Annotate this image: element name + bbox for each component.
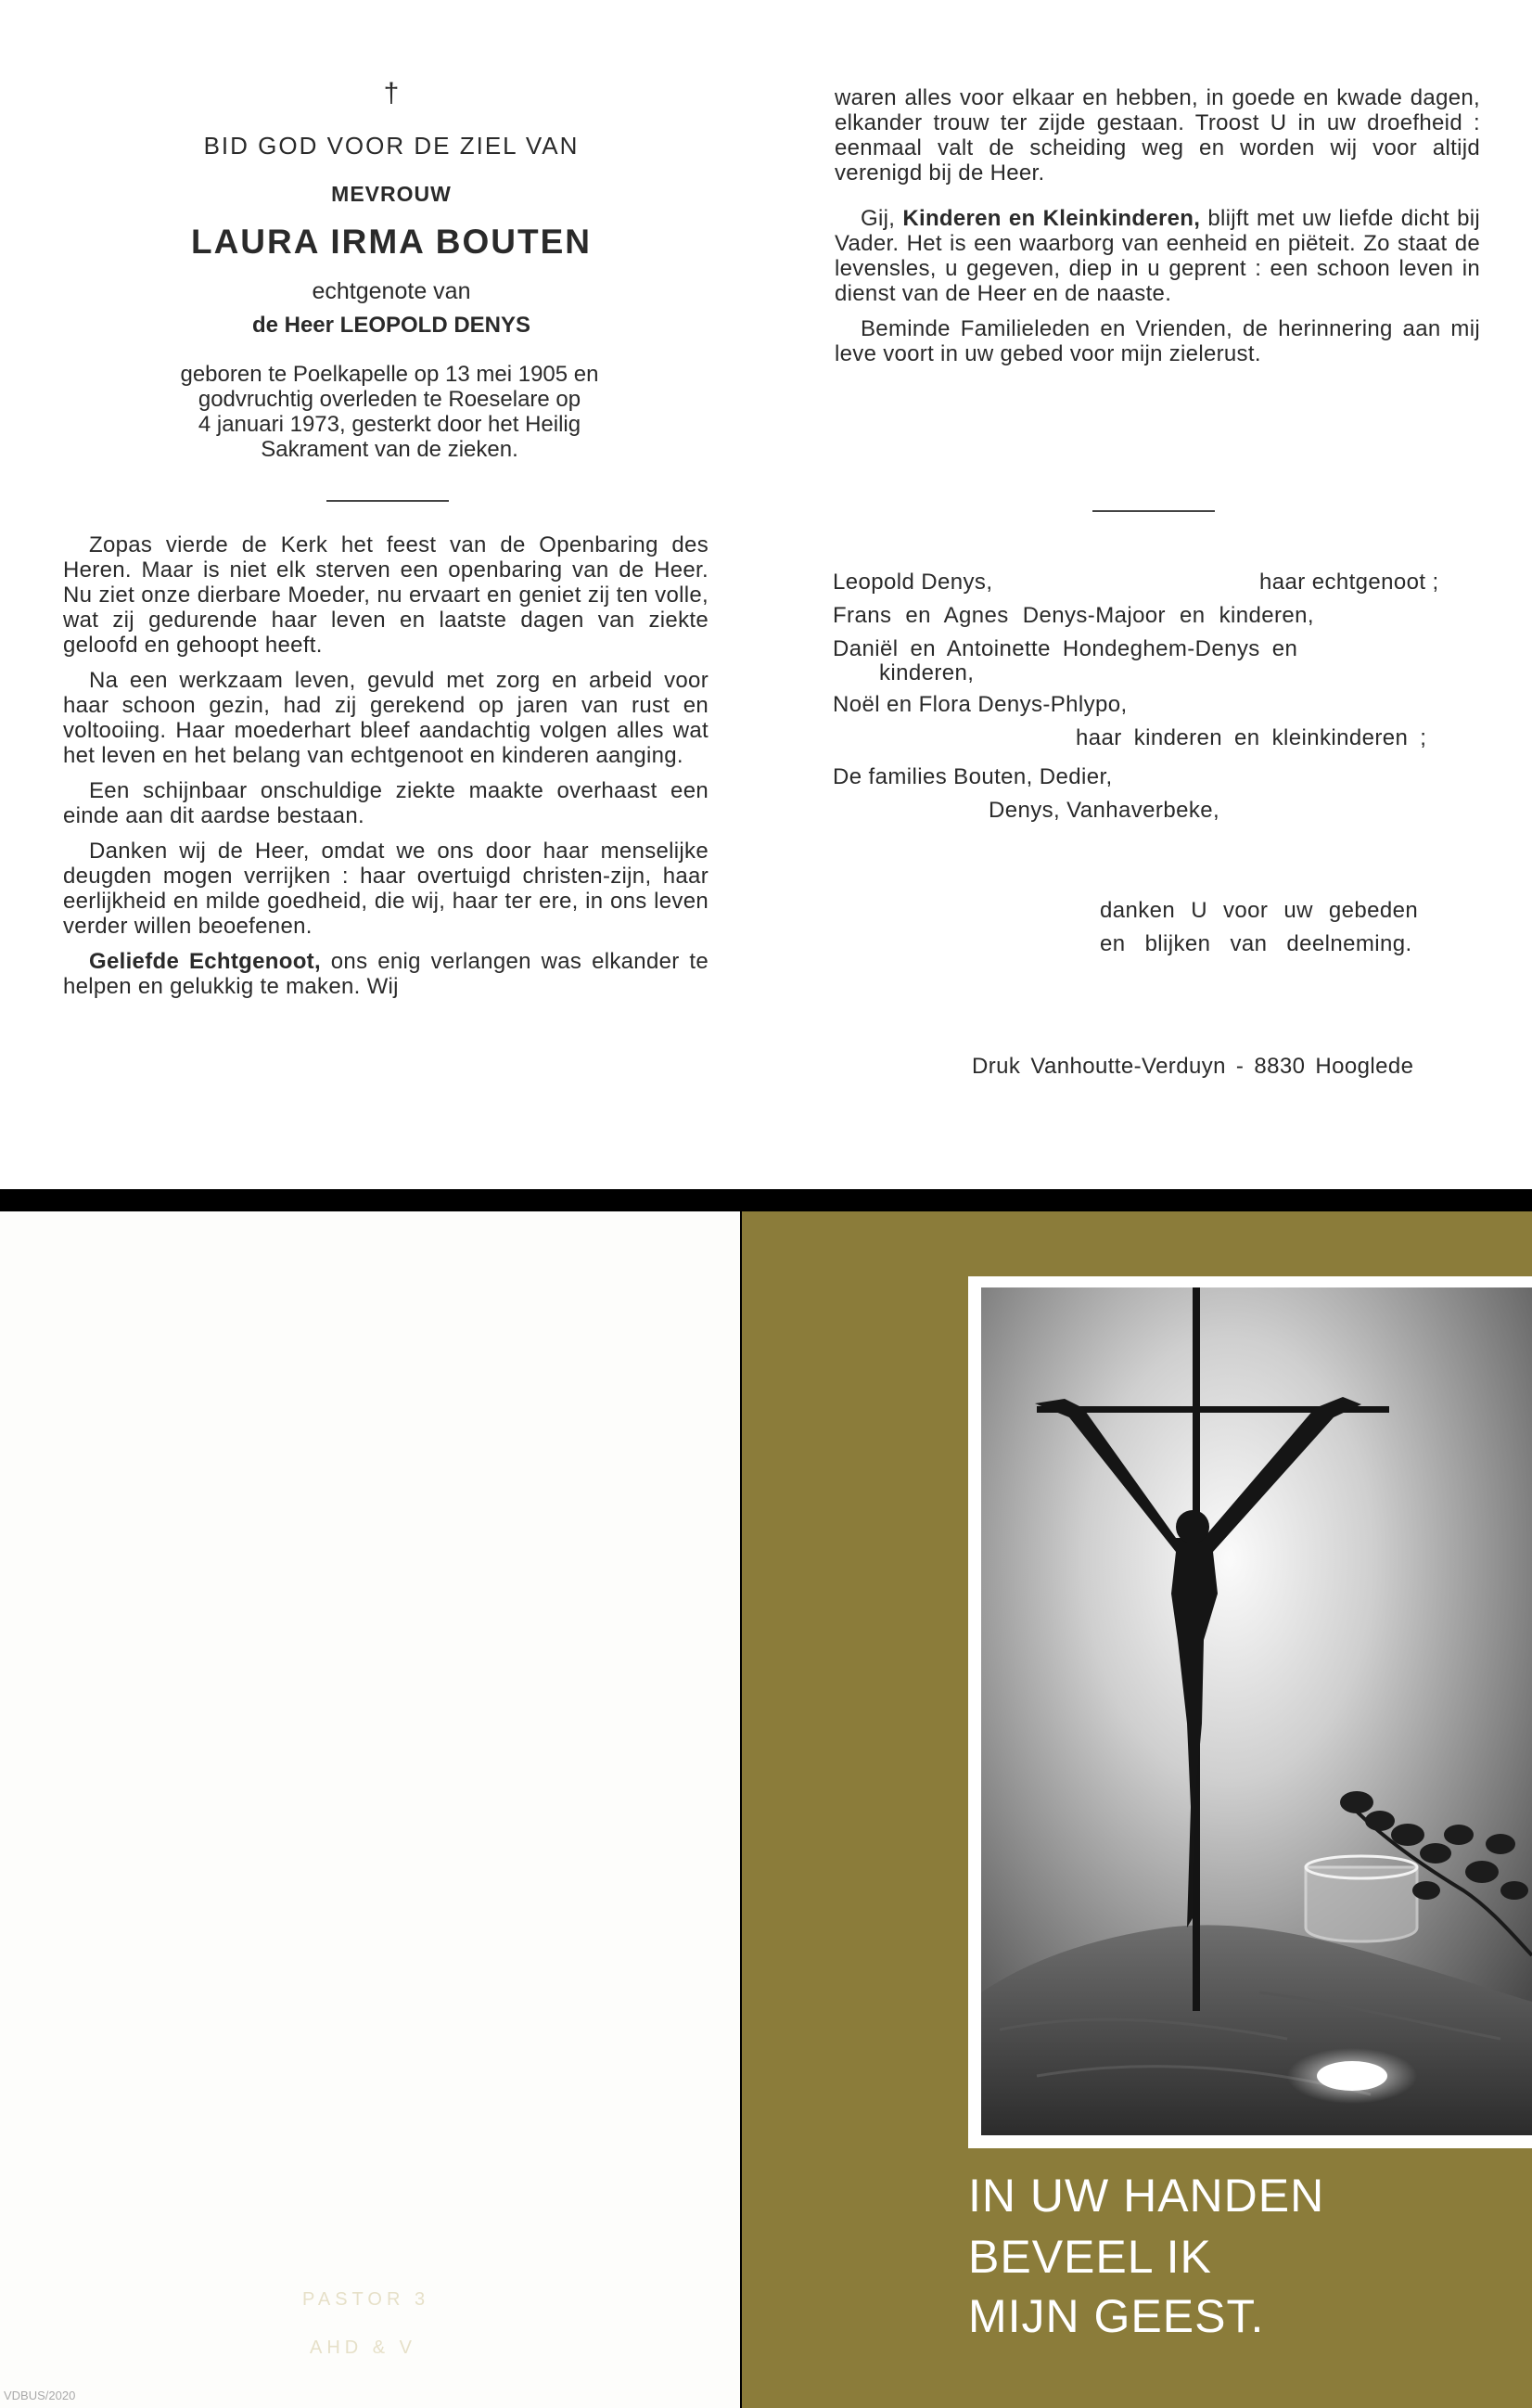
honorific: MEVROUW — [331, 182, 452, 206]
life-line: 4 januari 1973, gesterkt door het Heilig — [198, 412, 581, 437]
life-details — [102, 362, 677, 462]
family-row: Daniël en Antoinette Hondeghem-Denys en — [833, 636, 1298, 661]
cross-symbol: † — [383, 78, 400, 109]
divider — [1092, 510, 1215, 512]
paragraph: Na een werkzaam leven, gevuld met zorg en arbeid voor haar schoon gezin, had zij gerekend op jaren van rust en voltooiing. Haar moederhart bleef aandachtig volgen alles wat het leven en het belang van echtgenoot en kinderen aanging. — [63, 668, 709, 768]
corpus-head — [1176, 1510, 1209, 1543]
paragraph — [63, 949, 709, 999]
family-row: Frans en Agnes Denys-Majoor en kinderen, — [833, 603, 1314, 628]
motto-line: IN UW HANDEN — [968, 2170, 1325, 2222]
life-line: geboren te Poelkapelle op 13 mei 1905 en — [180, 362, 599, 387]
life-line: godvruchtig overleden te Roeselare op — [198, 387, 581, 412]
printer-credit: Druk Vanhoutte-Verduyn - 8830 Hooglede — [972, 1054, 1414, 1079]
archive-watermark: VDBUS/2020 — [4, 2389, 76, 2402]
paragraph: waren alles voor elkaar en hebben, in goede en kwade dagen, elkander trouw ter zijde gestaan. Troost U in uw droefheid : eenmaal valt de scheiding weg en worden wij voor altijd verenigd bij de Heer. — [835, 85, 1480, 186]
family-role: haar echtgenoot ; — [1259, 570, 1439, 595]
crucifix-illustration — [981, 1287, 1532, 2135]
faint-imprint: AHD & V — [310, 2338, 417, 2358]
family-row: Denys, Vanhaverbeke, — [989, 798, 1220, 823]
life-line: Sakrament van de zieken. — [261, 437, 518, 462]
paragraph: Zopas vierde de Kerk het feest van de Openbaring des Heren. Maar is niet elk sterven een openbaring van de Heer. Nu ziet onze dierbare Moeder, nu ervaart en geniet zij ten volle, wat zij gedurende haar leven en laatste dagen van ziekte geloofd en gehoopt heeft. — [63, 532, 709, 658]
paragraph: Beminde Familieleden en Vrienden, de herinnering aan mij leve voort in uw gebed voor mijn zielerust. — [835, 316, 1480, 366]
thanks-line: en blijken van deelneming. — [1100, 931, 1412, 956]
paragraph — [835, 206, 1480, 306]
paragraph-text: ons enig verlangen was elkander te helpen en gelukkig te maken. Wij — [63, 949, 709, 999]
invocation: BID GOD VOOR DE ZIEL VAN — [203, 132, 580, 160]
paragraph-text: Gij, — [861, 206, 903, 231]
bold-phrase: Geliefde Echtgenoot, — [89, 949, 321, 974]
divider — [326, 500, 449, 502]
card-inside — [0, 0, 1532, 1189]
motto-line: MIJN GEEST. — [968, 2290, 1265, 2342]
spouse-intro: echtgenote van — [312, 278, 471, 304]
family-row: Leopold Denys, — [833, 570, 993, 595]
spouse-name: de Heer LEOPOLD DENYS — [251, 313, 531, 338]
paragraph-text: blijft met uw liefde dicht bij Vader. Het is een waarborg van eenheid en piëteit. Zo staat de levensles, u gegeven, diep in u geprent : een schoon leven in dienst van de Heer en de naaste. — [835, 206, 1480, 306]
right-text-block — [835, 85, 1480, 366]
left-text-block — [63, 532, 709, 999]
faint-imprint: PASTOR 3 — [302, 2289, 430, 2310]
family-row: haar kinderen en kleinkinderen ; — [1076, 725, 1427, 750]
candle-light — [1317, 2061, 1387, 2091]
motto-line: BEVEEL IK — [968, 2231, 1212, 2283]
deceased-name: LAURA IRMA BOUTEN — [190, 223, 593, 261]
paragraph: Een schijnbaar onschuldige ziekte maakte overhaast een einde aan dit aardse bestaan. — [63, 778, 709, 828]
family-row: Noël en Flora Denys-Phlypo, — [833, 692, 1128, 717]
thanks-line: danken U voor uw gebeden — [1100, 898, 1419, 923]
back-cover — [0, 1211, 740, 2408]
crucifix-photo — [981, 1287, 1532, 2135]
family-row: kinderen, — [879, 660, 975, 685]
family-row: De families Bouten, Dedier, — [833, 764, 1113, 789]
bold-phrase: Kinderen en Kleinkinderen, — [902, 206, 1201, 231]
paragraph: Danken wij de Heer, omdat we ons door haar menselijke deugden mogen verrijken : haar overtuigd christen-zijn, haar eerlijkheid en milde goedheid, die wij, haar ter ere, in ons leven verder willen beoefenen. — [63, 839, 709, 939]
